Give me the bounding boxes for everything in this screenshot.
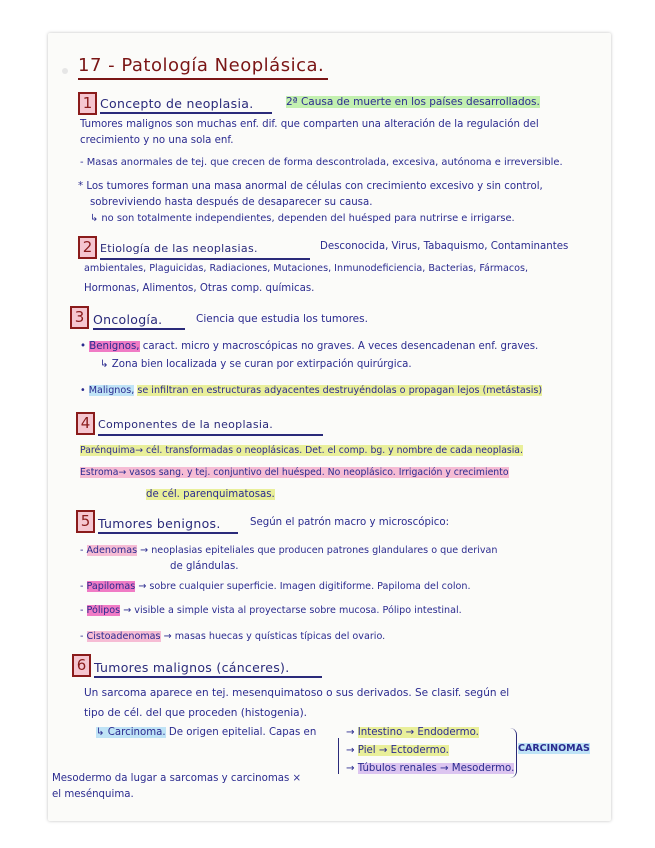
- section-number-1: 1: [78, 92, 97, 115]
- text-line: ↳ no son totalmente independientes, dependen del huésped para nutrirse e irrigarse.: [90, 213, 515, 224]
- page-title: 17 - Patología Neoplásica.: [78, 55, 325, 76]
- text-line: se infiltran en estructuras adyacentes destruyéndolas o propagan lejos (metástasis): [137, 385, 543, 396]
- binder-hole: [62, 68, 68, 74]
- text-line: Un sarcoma aparece en tej. mesenquimatoso o sus derivados. Se clasif. según el: [84, 687, 510, 699]
- text-line: sobreviviendo hasta después de desaparecer su causa.: [90, 197, 373, 208]
- text-line: → vasos sang. y tej. conjuntivo del huésped. No neoplásico. Irrigación y crecimiento: [118, 467, 509, 478]
- list-item: - Papilomas → sobre cualquier superficie. Imagen digitiforme. Papiloma del colon.: [80, 581, 471, 592]
- benign-label: Benignos,: [89, 341, 140, 352]
- section-heading-1: Concepto de neoplasia.: [100, 96, 254, 111]
- section-note-5: Según el patrón macro y microscópico:: [250, 517, 450, 528]
- text-line: Desconocida, Virus, Tabaquismo, Contaminantes: [320, 241, 569, 252]
- text-line: - Masas anormales de tej. que crecen de forma descontrolada, excesiva, autónoma e irreversible.: [80, 157, 563, 168]
- text-line: Tumores malignos son muchas enf. dif. que comparten una alteración de la regulación del: [80, 119, 539, 130]
- section-number-5: 5: [76, 510, 95, 533]
- section-heading-underline: [98, 532, 238, 534]
- footnote: el mesénquima.: [52, 789, 134, 800]
- stroma-label: Estroma: [80, 467, 119, 478]
- section-note-3: Ciencia que estudia los tumores.: [196, 313, 368, 325]
- text-line: → sobre cualquier superficie. Imagen digitiforme. Papiloma del colon.: [138, 581, 471, 592]
- section-heading-underline: [100, 112, 272, 114]
- malign-label: Malignos,: [88, 385, 135, 396]
- list-item: - Cistoadenomas → masas huecas y quísticas típicas del ovario.: [80, 631, 386, 642]
- text-line: ambientales, Plaguicidas, Radiaciones, Mutaciones, Inmunodeficiencia, Bacterias, Fármacos,: [84, 263, 529, 274]
- section-number-4: 4: [76, 412, 95, 435]
- section-number-3: 3: [70, 306, 89, 329]
- carcinoma-label: ↳ Carcinoma.: [96, 727, 166, 738]
- carcinomas-label: CARCINOMAS: [518, 743, 590, 754]
- item-label: Papilomas: [86, 581, 136, 592]
- section-heading-underline: [98, 434, 323, 436]
- carcinomas-brace: [510, 728, 517, 778]
- text-line: caract. micro y macroscópicas no graves. A veces desencadenan enf. graves.: [142, 341, 539, 352]
- layer-item: Intestino → Endodermo.: [357, 727, 479, 738]
- layers-bracket: [338, 738, 345, 774]
- section-heading-underline: [100, 258, 310, 260]
- text-line: Hormonas, Alimentos, Otras comp. químicas.: [84, 283, 315, 294]
- item-label: Adenomas: [86, 545, 138, 556]
- text-line: tipo de cél. del que proceden (histogenia).: [84, 707, 308, 719]
- text-line: * Los tumores forman una masa anormal de células con crecimiento excesivo y sin control,: [78, 181, 543, 192]
- title-underline: [78, 78, 328, 80]
- layer-item: Túbulos renales → Mesodermo.: [357, 763, 515, 774]
- text-line: De origen epitelial. Capas en: [168, 727, 317, 738]
- section-number-2: 2: [78, 236, 97, 259]
- text-line: → visible a simple vista al proyectarse sobre mucosa. Pólipo intestinal.: [123, 605, 462, 616]
- list-item: - Adenomas → neoplasias epiteliales que producen patrones glandulares o que derivan: [80, 545, 498, 556]
- item-label: Cistoadenomas: [86, 631, 161, 642]
- text-line: → cél. transformadas o neoplásicas. Det. el comp. bg. y nombre de cada neoplasia.: [135, 445, 523, 456]
- layer-item: Piel → Ectodermo.: [357, 745, 449, 756]
- item-label: Pólipos: [86, 605, 121, 616]
- text-line: crecimiento y no una sola enf.: [80, 135, 234, 146]
- text-line: ↳ Zona bien localizada y se curan por extirpación quirúrgica.: [100, 359, 412, 370]
- section-heading-5: Tumores benignos.: [98, 516, 221, 531]
- footnote: Mesodermo da lugar a sarcomas y carcinomas ×: [52, 773, 302, 784]
- text-line: → masas huecas y quísticas típicas del ovario.: [163, 631, 386, 642]
- section-heading-6: Tumores malignos (cánceres).: [94, 660, 290, 675]
- list-item: - Pólipos → visible a simple vista al proyectarse sobre mucosa. Pólipo intestinal.: [80, 605, 462, 616]
- text-line: de glándulas.: [170, 561, 239, 572]
- text-line: de cél. parenquimatosas.: [146, 489, 275, 500]
- section-heading-underline: [94, 676, 322, 678]
- section-heading-4: Componentes de la neoplasia.: [98, 418, 274, 431]
- section-heading-2: Etiología de las neoplasias.: [100, 242, 258, 255]
- section-number-6: 6: [72, 654, 91, 677]
- section-heading-3: Oncología.: [93, 312, 163, 327]
- parenchyma-label: Parénquima: [80, 445, 136, 456]
- section-note-1: 2ª Causa de muerte en los países desarrollados.: [286, 96, 540, 108]
- section-heading-underline: [93, 328, 185, 330]
- text-line: → neoplasias epiteliales que producen patrones glandulares o que derivan: [140, 545, 498, 556]
